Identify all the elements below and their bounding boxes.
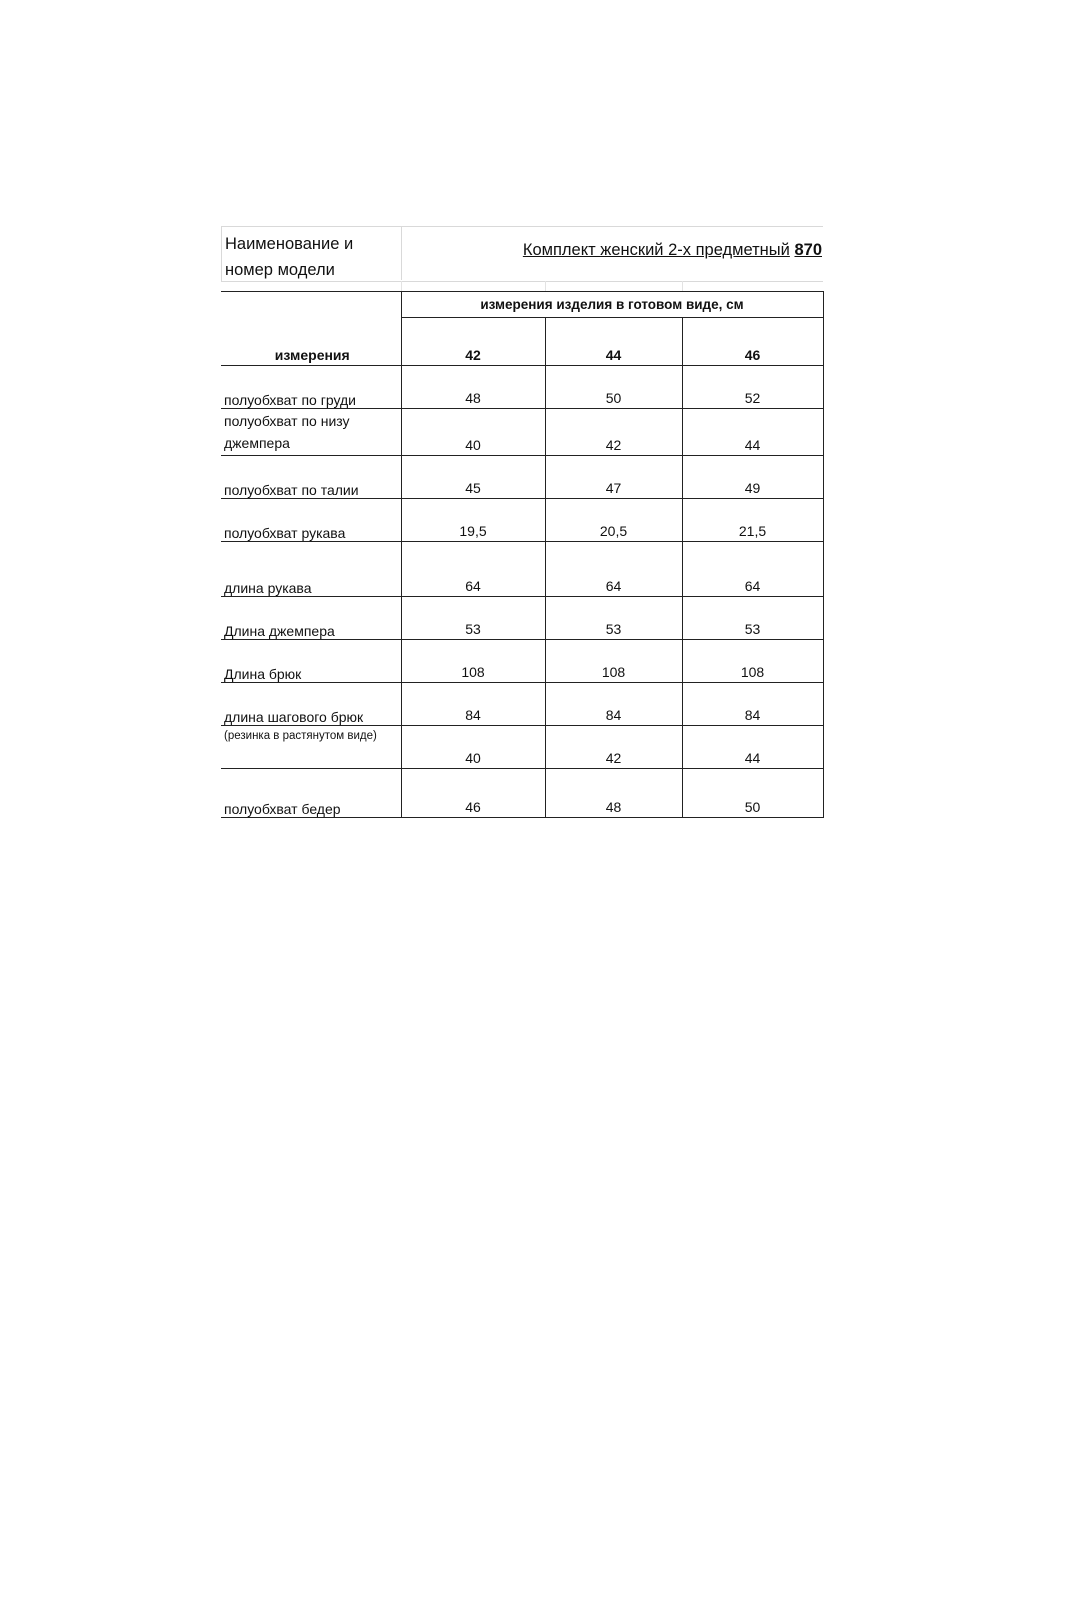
size-header: 44 bbox=[545, 318, 682, 366]
row-label: полуобхват по груди bbox=[221, 366, 401, 409]
cell-value: 64 bbox=[545, 542, 682, 597]
table-group-header-row bbox=[221, 292, 823, 318]
cell-value: 45 bbox=[401, 456, 545, 499]
table-row bbox=[221, 683, 823, 726]
size-header: 46 bbox=[682, 318, 823, 366]
spacer-divider bbox=[401, 281, 402, 291]
name-label: Наименование и номер модели bbox=[222, 227, 402, 280]
cell-value: 53 bbox=[545, 597, 682, 640]
spacer-divider bbox=[545, 281, 546, 291]
cell-value: 84 bbox=[401, 683, 545, 726]
cell-value: 47 bbox=[545, 456, 682, 499]
row-label: полуобхват бедер bbox=[221, 769, 401, 818]
cell-value: 40 bbox=[401, 409, 545, 456]
cell-value: 84 bbox=[545, 683, 682, 726]
row-label: (резинка в растянутом виде) bbox=[221, 726, 401, 769]
cell-value: 44 bbox=[682, 726, 823, 769]
row-header: измерения bbox=[274, 347, 350, 363]
cell-value: 48 bbox=[545, 769, 682, 818]
model-info-block bbox=[221, 226, 823, 281]
cell-value: 49 bbox=[682, 456, 823, 499]
table-row bbox=[221, 366, 823, 409]
size-chart-sheet bbox=[221, 226, 823, 818]
cell-value: 40 bbox=[401, 726, 545, 769]
row-label: полуобхват по талии bbox=[221, 456, 401, 499]
cell-value: 64 bbox=[401, 542, 545, 597]
cell-value: 50 bbox=[545, 366, 682, 409]
cell-value: 20,5 bbox=[545, 499, 682, 542]
cell-value: 108 bbox=[682, 640, 823, 683]
table-row bbox=[221, 726, 823, 769]
row-label: полуобхват по низу джемпера bbox=[221, 409, 401, 456]
table-row bbox=[221, 409, 823, 456]
cell-value: 53 bbox=[401, 597, 545, 640]
table-row bbox=[221, 640, 823, 683]
model-title: Комплект женский 2-х предметный bbox=[522, 241, 790, 259]
cell-value: 53 bbox=[682, 597, 823, 640]
cell-value: 21,5 bbox=[682, 499, 823, 542]
cell-value: 48 bbox=[401, 366, 545, 409]
size-header: 42 bbox=[401, 318, 545, 366]
row-label: Длина джемпера bbox=[221, 597, 401, 640]
cell-value: 108 bbox=[401, 640, 545, 683]
model-title-cell bbox=[403, 227, 824, 280]
cell-value: 108 bbox=[545, 640, 682, 683]
cell-value: 46 bbox=[401, 769, 545, 818]
row-label: длина рукава bbox=[221, 542, 401, 597]
cell-value: 42 bbox=[545, 726, 682, 769]
row-label: Длина брюк bbox=[221, 640, 401, 683]
table-row bbox=[221, 542, 823, 597]
model-number: 870 bbox=[794, 241, 822, 259]
row-header-cell bbox=[221, 292, 401, 366]
spacer-divider bbox=[682, 281, 683, 291]
measurements-table bbox=[221, 291, 824, 818]
spacer-row bbox=[221, 281, 823, 291]
spacer-line bbox=[221, 281, 823, 282]
cell-value: 50 bbox=[682, 769, 823, 818]
row-label: полуобхват рукава bbox=[221, 499, 401, 542]
cell-value: 84 bbox=[682, 683, 823, 726]
cell-value: 52 bbox=[682, 366, 823, 409]
cell-value: 19,5 bbox=[401, 499, 545, 542]
row-label: длина шагового брюк bbox=[221, 683, 401, 726]
cell-value: 44 bbox=[682, 409, 823, 456]
table-row bbox=[221, 456, 823, 499]
table-row bbox=[221, 769, 823, 818]
cell-value: 42 bbox=[545, 409, 682, 456]
cell-value: 64 bbox=[682, 542, 823, 597]
group-header: измерения изделия в готовом виде, см bbox=[401, 292, 823, 318]
table-row bbox=[221, 499, 823, 542]
table-row bbox=[221, 597, 823, 640]
